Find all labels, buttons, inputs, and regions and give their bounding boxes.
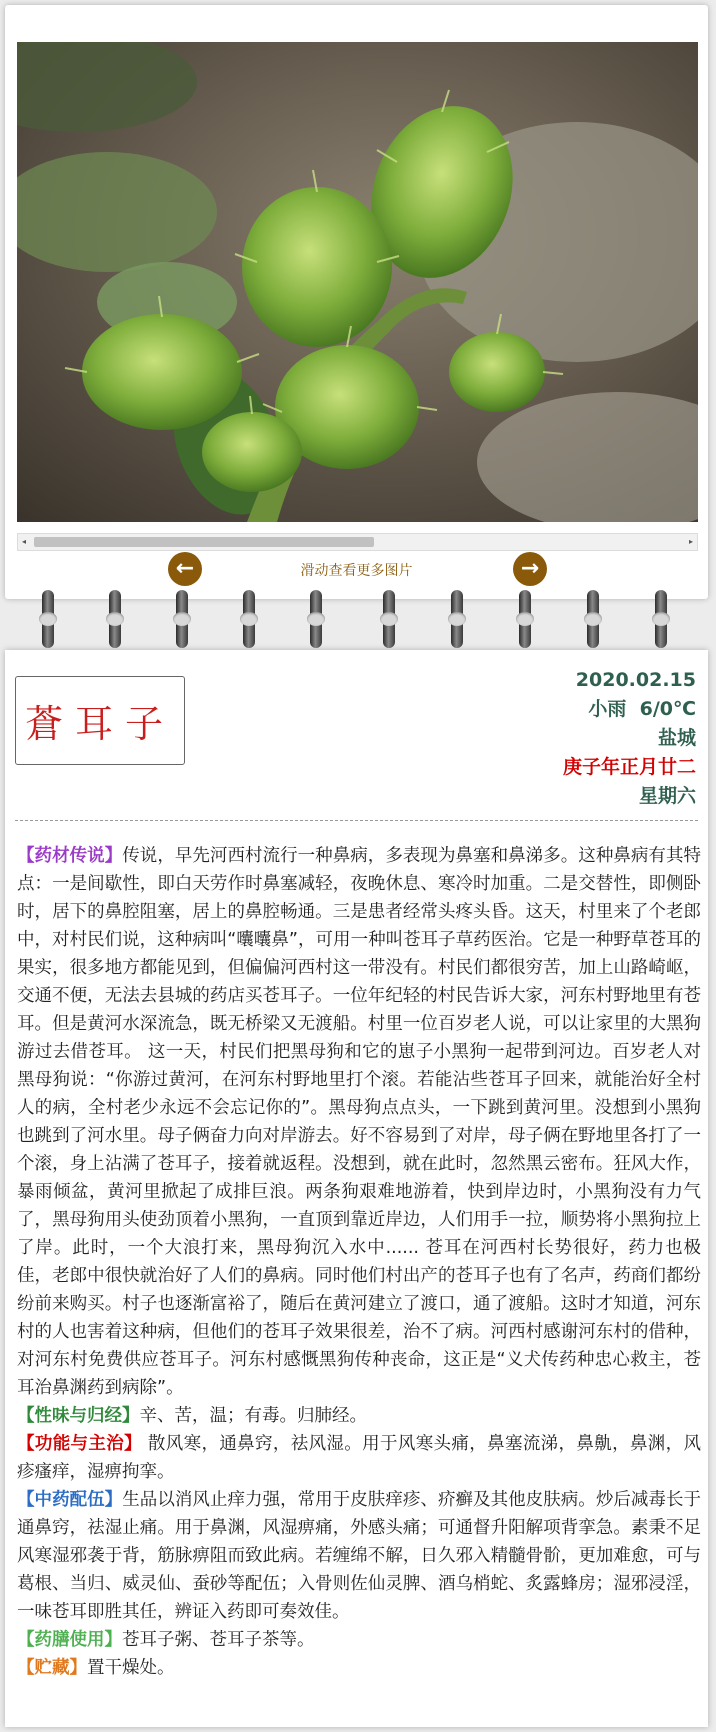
scroll-right-icon[interactable]: ▸: [688, 537, 693, 546]
section-tag: 【药膳使用】: [17, 1630, 122, 1650]
section-tag: 【中药配伍】: [17, 1490, 123, 1510]
city: 盐城: [657, 727, 696, 749]
ring-icon: [448, 590, 466, 648]
section-text: 散风寒，通鼻窍，祛风湿。用于风寒头痛，鼻塞流涕，鼻鼽，鼻渊，风疹瘙痒，湿痹拘挛。: [17, 1434, 702, 1482]
ring-icon: [584, 590, 602, 648]
binder-rings: [0, 590, 716, 650]
next-image-button[interactable]: [513, 552, 547, 586]
section-combination: [17, 1486, 701, 1626]
date: 2020.02.15: [575, 669, 696, 691]
section-legend: [17, 842, 701, 1402]
scroll-thumb[interactable]: [34, 537, 374, 547]
article-body: [17, 842, 701, 1682]
ring-icon: [106, 590, 124, 648]
section-tag: 【药材传说】: [17, 846, 123, 866]
gallery-scrollbar[interactable]: [17, 533, 698, 551]
section-function: [17, 1430, 701, 1486]
section-taste: [17, 1402, 701, 1430]
arrow-right-icon: →: [520, 556, 540, 581]
section-text: 生品以消风止痒力强，常用于皮肤痒疹、疥癣及其他皮肤病。炒后减毒长于通鼻窍，祛湿止痛。用于鼻渊，风湿痹痛，外感头痛；可通督升阳解项背挛急。素秉不足风寒湿邪袭于背，筋脉痹阻而致此病。若缠绵不解，日久邪入精髓骨骱，更加难愈，可与葛根、当归、威灵仙、蚕砂等配伍；入骨则佐仙灵脾、酒乌梢蛇、炙露蜂房；湿邪浸淫，一味苍耳即胜其任，辨证入药即可奏效佳。: [17, 1490, 702, 1622]
weather: 小雨 6/0℃: [588, 698, 696, 720]
ring-icon: [240, 590, 258, 648]
section-text: 苍耳子粥、苍耳子茶等。: [122, 1630, 315, 1650]
section-tag: 【性味与归经】: [17, 1406, 140, 1426]
seal-text: 蒼耳子: [24, 702, 175, 746]
section-tag: 【功能与主治】: [17, 1434, 142, 1454]
ring-icon: [652, 590, 670, 648]
cocklebur-plant-image: [17, 42, 698, 522]
section-storage: [17, 1654, 701, 1682]
section-text: 传说，早先河西村流行一种鼻病，多表现为鼻塞和鼻涕多。这种鼻病有其特点：一是间歇性，即白天劳作时鼻塞减轻，夜晚休息、寒冷时加重。二是交替性，即侧卧时，居下的鼻腔阻塞，居上的鼻腔畅通。三是患者经常头疼头昏。这天，村里来了个老郎中，对村民们说，这种病叫“囔囔鼻”，可用一种叫苍耳子草药医治。它是一种野草苍耳的果实，很多地方都能见到，但偏偏河西村这一带没有。村民们都很穷苦，加上山路崎岖，交通不便，无法去县城的药店买苍耳子。一位年纪轻的村民告诉大家，河东村野地里有苍耳。但是黄河水深流急，既无桥梁又无渡船。村里一位百岁老人说，可以让家里的大黑狗游过去借苍耳。 这一天，村民们把黑母狗和它的崽子小黑狗一起带到河边。百岁老人对黑母狗说：“你游过黄河，在河东村野地里打个滚。若能沾些苍耳子回来，就能治好全村人的病，全村老少永远不会忘记你的”。黑母狗点点头，一下跳到黄河里。没想到小黑狗也跳到了河水里。母子俩奋力向对岸游去。好不容易到了对岸，母子俩在野地里各打了一个滚，身上沾满了苍耳子，接着就返程。没想到，就在此时，忽然黑云密布。狂风大作，暴雨倾盆，黄河里掀起了成排巨浪。两条狗艰难地游着，快到岸边时，小黑狗没有力气了，黑母狗用头使劲顶着小黑狗，一直顶到靠近岸边，人们用手一拉，顺势将小黑狗拉上了岸。此时，一个大浪打来，黑母狗沉入水中...... 苍耳在河西村长势很好，药力也极佳，老郎中很快就治好了人们的鼻病。同时他们村出产的苍耳子也有了名声，药商们都纷纷前来购买。村子也逐渐富裕了，随后在黄河建立了渡口，通了渡船。这时才知道，河东村的人也害着这种病，但他们的苍耳子效果很差，治不了病。河西村感谢河东村的借种，对河东村免费供应苍耳子。河东村感慨黑狗传种丧命，这正是“义犬传药种忠心救主，苍耳治鼻渊药到病除”。: [17, 846, 702, 1398]
gallery-hint: 滑动查看更多图片: [300, 563, 413, 579]
herb-photo[interactable]: [17, 42, 698, 522]
section-text: 置干燥处。: [87, 1658, 175, 1678]
ring-icon: [173, 590, 191, 648]
section-tag: 【贮藏】: [17, 1658, 87, 1678]
arrow-left-icon: ←: [175, 556, 195, 581]
section-diet: [17, 1626, 701, 1654]
date-block: [563, 666, 696, 811]
ring-icon: [307, 590, 325, 648]
gallery-nav: [5, 551, 708, 589]
lunar-date: 庚子年正月廿二: [562, 756, 696, 778]
section-text: 辛、苦，温；有毒。归肺经。: [139, 1406, 367, 1426]
gallery-card: [5, 5, 708, 599]
scroll-left-icon[interactable]: ◂: [22, 537, 27, 546]
seal-stamp: [15, 676, 185, 765]
dashed-divider: [15, 820, 698, 821]
ring-icon: [380, 590, 398, 648]
ring-icon: [39, 590, 57, 648]
ring-icon: [516, 590, 534, 648]
weekday: 星期六: [638, 785, 696, 807]
article-card: [5, 650, 708, 1727]
